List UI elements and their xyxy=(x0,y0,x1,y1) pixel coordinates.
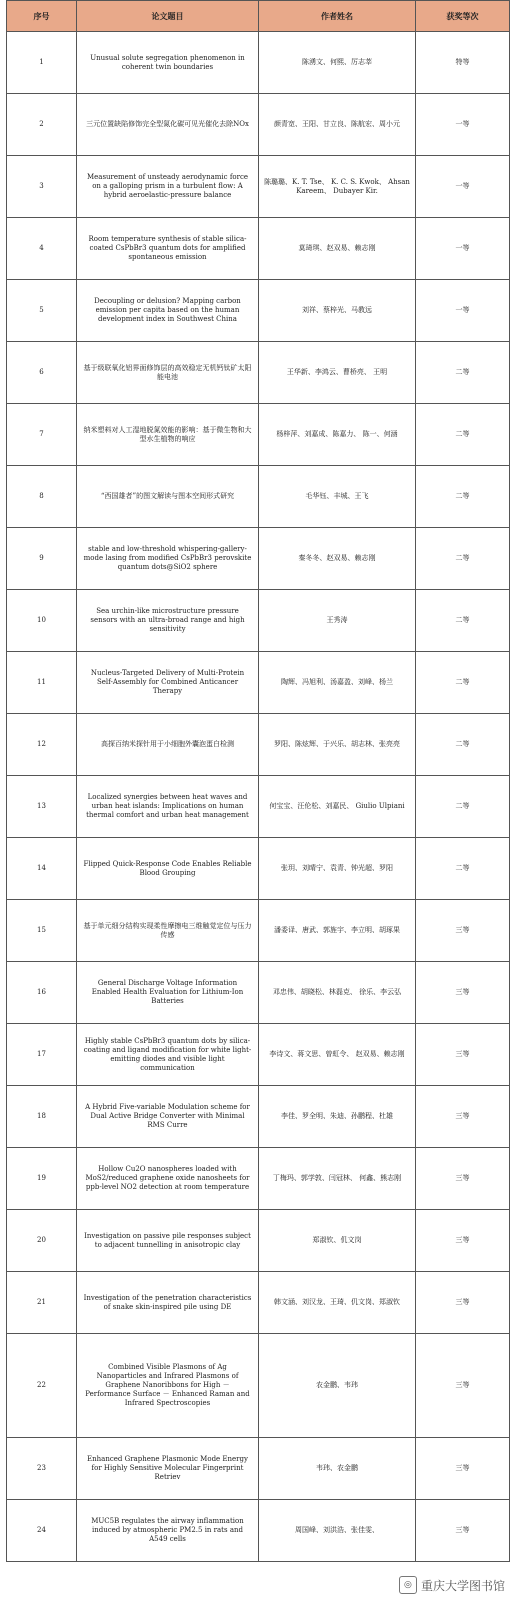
authors: 潘委译、唐武、郭旌宇、李立明、胡琢果 xyxy=(259,900,416,962)
award-level: 二等 xyxy=(416,652,510,714)
table-row xyxy=(7,280,510,342)
authors: 周国峰、刘洪浩、张佳雯、 xyxy=(259,1500,416,1562)
paper-title: Unusual solute segregation phenomenon in coherent twin boundaries xyxy=(77,32,259,94)
row-number: 17 xyxy=(7,1024,77,1086)
row-number: 24 xyxy=(7,1500,77,1562)
table-row xyxy=(7,838,510,900)
paper-title: Combined Visible Plasmons of Ag Nanoparticles and Infrared Plasmons of Graphene Nanoribbons for High － Performance Surface － Enhanced Raman and Infrared Spectroscopies xyxy=(77,1334,259,1438)
table-row xyxy=(7,342,510,404)
authors: 陶辉、冯旭利、汤嘉盈、刘峰、杨兰 xyxy=(259,652,416,714)
paper-title: Highly stable CsPbBr3 quantum dots by silica-coating and ligand modification for white light-emitting diodes and visible light communication xyxy=(77,1024,259,1086)
row-number: 12 xyxy=(7,714,77,776)
table-row xyxy=(7,528,510,590)
award-level: 三等 xyxy=(416,962,510,1024)
award-level: 三等 xyxy=(416,1334,510,1438)
authors: 秦冬冬、赵双易、赖志刚 xyxy=(259,528,416,590)
authors: 郑淑钦、仉文岗 xyxy=(259,1210,416,1272)
award-level: 二等 xyxy=(416,466,510,528)
row-number: 20 xyxy=(7,1210,77,1272)
row-number: 11 xyxy=(7,652,77,714)
header-award: 获奖等次 xyxy=(416,1,510,32)
award-level: 三等 xyxy=(416,1272,510,1334)
authors: 王华新、李鸿云、曹桥亮、 王明 xyxy=(259,342,416,404)
award-level: 二等 xyxy=(416,838,510,900)
table-row xyxy=(7,1272,510,1334)
award-level: 一等 xyxy=(416,156,510,218)
paper-title: General Discharge Voltage Information Enabled Health Evaluation for Lithium-Ion Batteries xyxy=(77,962,259,1024)
header-authors: 作者姓名 xyxy=(259,1,416,32)
authors: 毛华钰、丰城、王飞 xyxy=(259,466,416,528)
award-level: 二等 xyxy=(416,528,510,590)
table-row xyxy=(7,1334,510,1438)
authors: 韦玮、农金鹏 xyxy=(259,1438,416,1500)
authors: 杨梓萍、刘嘉成、陈嘉力、 陈一、何涵 xyxy=(259,404,416,466)
paper-title: Localized synergies between heat waves and urban heat islands: Implications on human thermal comfort and urban heat management xyxy=(77,776,259,838)
row-number: 1 xyxy=(7,32,77,94)
award-level: 一等 xyxy=(416,218,510,280)
authors: 刘祥、蔡梓光、马教远 xyxy=(259,280,416,342)
paper-title: stable and low-threshold whispering-gallery-mode lasing from modified CsPbBr3 perovskite quantum dots@SiO2 sphere xyxy=(77,528,259,590)
row-number: 6 xyxy=(7,342,77,404)
award-level: 二等 xyxy=(416,342,510,404)
authors: 邓忠伟、胡晓松、林磊克、 徐乐、李云弘 xyxy=(259,962,416,1024)
table-row xyxy=(7,1024,510,1086)
award-level: 三等 xyxy=(416,1148,510,1210)
award-level: 特等 xyxy=(416,32,510,94)
table-row xyxy=(7,94,510,156)
table-row xyxy=(7,714,510,776)
row-number: 22 xyxy=(7,1334,77,1438)
paper-title: “西国雄者”的图文解读与图本空间形式研究 xyxy=(77,466,259,528)
row-number: 18 xyxy=(7,1086,77,1148)
award-level: 二等 xyxy=(416,714,510,776)
wechat-account-icon: ◎ xyxy=(399,1576,417,1594)
paper-title: Hollow Cu2O nanospheres loaded with MoS2/reduced graphene oxide nanosheets for ppb-level NO2 detection at room temperature xyxy=(77,1148,259,1210)
paper-title: MUC5B regulates the airway inflammation induced by atmospheric PM2.5 in rats and A549 cells xyxy=(77,1500,259,1562)
authors: 丁梅玛、郭学敦、闫冠林、 何鑫、熊志刚 xyxy=(259,1148,416,1210)
award-level: 一等 xyxy=(416,94,510,156)
table-row xyxy=(7,1086,510,1148)
authors: 韩文涵、刘汉龙、王琦、仉文岗、郑淑钦 xyxy=(259,1272,416,1334)
paper-title: Investigation on passive pile responses subject to adjacent tunnelling in anisotropic clay xyxy=(77,1210,259,1272)
row-number: 21 xyxy=(7,1272,77,1334)
authors: 罗阳、陈炫辉、于兴乐、胡志林、张亮亮 xyxy=(259,714,416,776)
row-number: 3 xyxy=(7,156,77,218)
award-level: 三等 xyxy=(416,1086,510,1148)
table-row xyxy=(7,590,510,652)
table-row xyxy=(7,1438,510,1500)
table-row xyxy=(7,1148,510,1210)
paper-title: 高探百纳米探针用于小细胞外囊泡蛋白检测 xyxy=(77,714,259,776)
award-level: 三等 xyxy=(416,1024,510,1086)
paper-title: Sea urchin-like microstructure pressure sensors with an ultra-broad range and high sensitivity xyxy=(77,590,259,652)
award-level: 二等 xyxy=(416,590,510,652)
authors: 莫琦琪、赵双易、赖志刚 xyxy=(259,218,416,280)
authors: 何宝宝、汪伦松、刘嘉民、 Giulio Ulpiani xyxy=(259,776,416,838)
table-header-row xyxy=(7,1,510,32)
paper-title: A Hybrid Five-variable Modulation scheme for Dual Active Bridge Converter with Minimal RMS Curre xyxy=(77,1086,259,1148)
row-number: 14 xyxy=(7,838,77,900)
authors: 张玥、刘晴宁、袁青、钟光超、罗阳 xyxy=(259,838,416,900)
row-number: 13 xyxy=(7,776,77,838)
paper-title: Nucleus-Targeted Delivery of Multi-Protein Self-Assembly for Combined Anticancer Therapy xyxy=(77,652,259,714)
authors: 农金鹏、韦玮 xyxy=(259,1334,416,1438)
table-row xyxy=(7,900,510,962)
row-number: 19 xyxy=(7,1148,77,1210)
table-row xyxy=(7,218,510,280)
award-level: 二等 xyxy=(416,404,510,466)
paper-title: Measurement of unsteady aerodynamic force on a galloping prism in a turbulent flow: A hybrid aeroelastic-pressure balance xyxy=(77,156,259,218)
table-row xyxy=(7,404,510,466)
table-row xyxy=(7,1500,510,1562)
paper-title: Enhanced Graphene Plasmonic Mode Energy for Highly Sensitive Molecular Fingerprint Retriev xyxy=(77,1438,259,1500)
row-number: 2 xyxy=(7,94,77,156)
row-number: 4 xyxy=(7,218,77,280)
authors: 王秀涛 xyxy=(259,590,416,652)
awards-table xyxy=(6,0,510,1562)
authors: 陈璐璐、K. T. Tse、 K. C. S. Kwok、 Ahsan Kareem、 Dubayer Kir. xyxy=(259,156,416,218)
award-level: 一等 xyxy=(416,280,510,342)
paper-title: Investigation of the penetration characteristics of snake skin-inspired pile using DE xyxy=(77,1272,259,1334)
award-level: 三等 xyxy=(416,1500,510,1562)
row-number: 10 xyxy=(7,590,77,652)
watermark-text: 重庆大学图书馆 xyxy=(420,1578,505,1593)
row-number: 15 xyxy=(7,900,77,962)
award-level: 二等 xyxy=(416,776,510,838)
row-number: 7 xyxy=(7,404,77,466)
paper-title: 基于单元细分结构实现柔性摩擦电三维触觉定位与压力传感 xyxy=(77,900,259,962)
table-row xyxy=(7,962,510,1024)
table-row xyxy=(7,1210,510,1272)
table-row xyxy=(7,466,510,528)
table-row xyxy=(7,776,510,838)
row-number: 23 xyxy=(7,1438,77,1500)
row-number: 5 xyxy=(7,280,77,342)
authors: 颜青宽、王阳、甘立良、陈航宏、周小元 xyxy=(259,94,416,156)
award-level: 三等 xyxy=(416,900,510,962)
row-number: 9 xyxy=(7,528,77,590)
table-row xyxy=(7,32,510,94)
paper-title: 纳米塑料对人工湿地脱氮效能的影响：基于微生物和大型水生植物的响应 xyxy=(77,404,259,466)
paper-title: 基于级联氧化铝界面修饰层的高效稳定无机钙钛矿太阳能电池 xyxy=(77,342,259,404)
authors: 李佳、罗全明、朱迪、孙鹏程、杜雄 xyxy=(259,1086,416,1148)
paper-title: Decoupling or delusion? Mapping carbon emission per capita based on the human development index in Southwest China xyxy=(77,280,259,342)
paper-title: Flipped Quick-Response Code Enables Reliable Blood Grouping xyxy=(77,838,259,900)
header-title: 论文题目 xyxy=(77,1,259,32)
header-no: 序号 xyxy=(7,1,77,32)
watermark xyxy=(399,1576,505,1594)
table-row xyxy=(7,652,510,714)
row-number: 8 xyxy=(7,466,77,528)
authors: 李诗文、蒋文思、曾虹令、 赵双易、赖志刚 xyxy=(259,1024,416,1086)
award-level: 三等 xyxy=(416,1438,510,1500)
paper-title: Room temperature synthesis of stable silica-coated CsPbBr3 quantum dots for amplified spontaneous emission xyxy=(77,218,259,280)
table-row xyxy=(7,156,510,218)
row-number: 16 xyxy=(7,962,77,1024)
award-level: 三等 xyxy=(416,1210,510,1272)
authors: 陈湧文、何熙、厉志莘 xyxy=(259,32,416,94)
paper-title: 三元位置缺陷修饰完全型氮化碳可见光催化去除NOx xyxy=(77,94,259,156)
